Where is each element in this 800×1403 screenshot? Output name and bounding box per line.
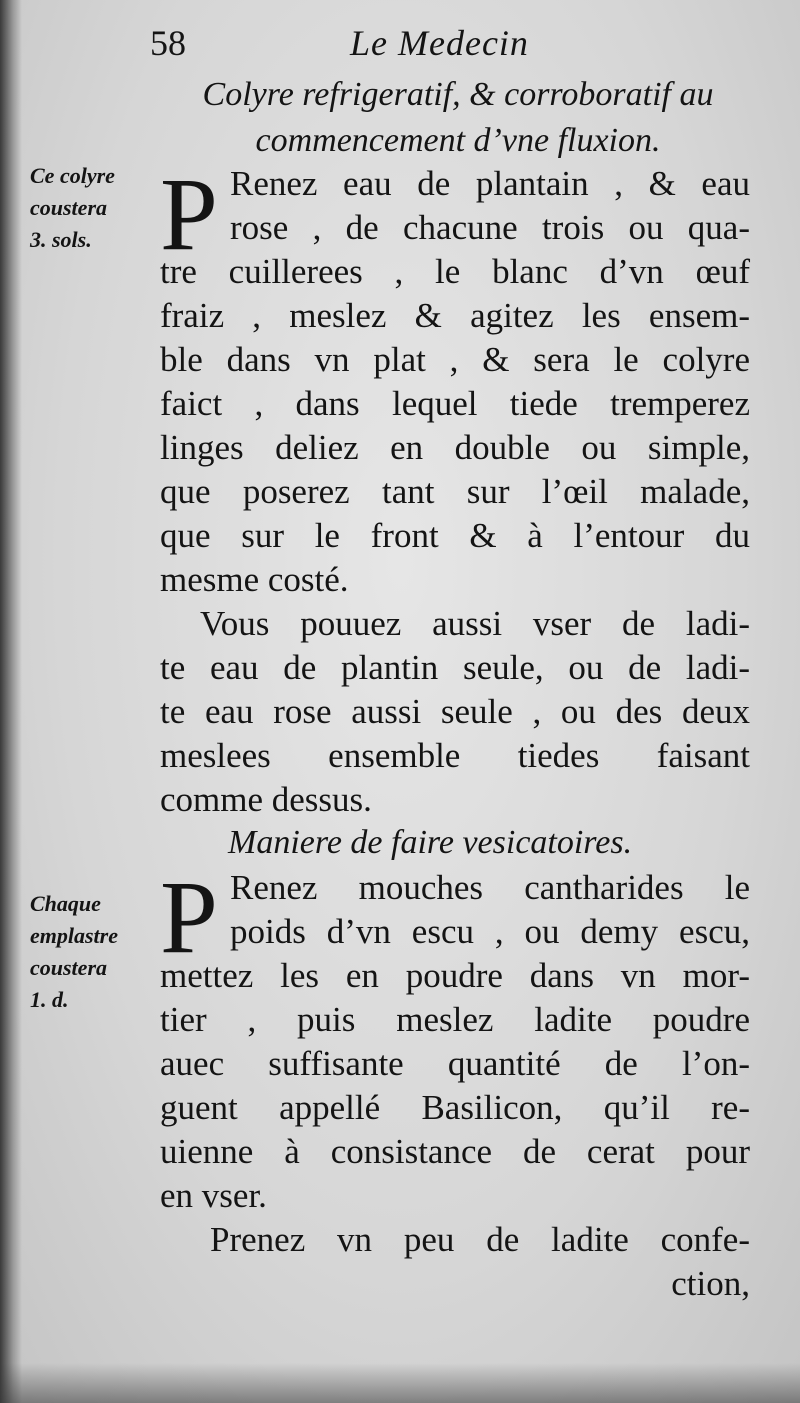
- paragraph: [160, 602, 750, 822]
- drop-cap: P: [160, 860, 218, 975]
- text-line: fraiz , meslez & agitez les ensem-: [160, 296, 750, 335]
- text-line: tier , puis meslez ladite poudre: [160, 1000, 750, 1039]
- text-line: linges deliez en double ou simple,: [160, 428, 750, 467]
- section-title: Colyre refrigeratif, & corroboratif au: [202, 76, 714, 113]
- text-line: en vser.: [160, 1176, 267, 1215]
- running-head: Le Medecin: [350, 23, 529, 63]
- page-header: [150, 22, 770, 70]
- text-line: que poserez tant sur l’œil malade,: [160, 472, 750, 511]
- page-edge-shadow: [0, 0, 22, 1403]
- margin-note-line: coustera: [30, 195, 107, 220]
- paragraph: [160, 954, 750, 1218]
- text-line: uienne à consistance de cerat pour: [160, 1132, 750, 1171]
- text-line: poids d’vn escu , ou demy escu,: [230, 912, 750, 951]
- text-line: Renez eau de plantain , & eau: [230, 164, 750, 203]
- text-line: rose , de chacune trois ou qua-: [230, 208, 750, 247]
- text-line: Vous pouuez aussi vser de ladi-: [200, 604, 750, 643]
- text-line: Prenez vn peu de ladite confe-: [210, 1220, 750, 1259]
- catchword: ction,: [671, 1264, 750, 1303]
- margin-note-line: emplastre: [30, 923, 118, 948]
- text-line: meslees ensemble tiedes faisant: [160, 736, 750, 775]
- text-line: Renez mouches cantharides le: [230, 868, 750, 907]
- margin-note-line: 1. d.: [30, 987, 69, 1012]
- section-title: Maniere de faire vesicatoires.: [228, 824, 633, 861]
- text-line: que sur le front & à l’entour du: [160, 516, 750, 555]
- text-line: ble dans vn plat , & sera le colyre: [160, 340, 750, 379]
- paragraph-opening: [230, 866, 750, 954]
- text-line: faict , dans lequel tiede tremperez: [160, 384, 750, 423]
- section-title: commencement d’vne fluxion.: [255, 122, 661, 159]
- drop-cap: P: [160, 157, 218, 272]
- page-number: 58: [150, 23, 186, 63]
- paragraph-opening: [230, 162, 750, 250]
- margin-note: [30, 888, 118, 1016]
- text-line: mettez les en poudre dans vn mor-: [160, 956, 750, 995]
- text-line: mesme costé.: [160, 560, 349, 599]
- margin-note-line: Ce colyre: [30, 163, 115, 188]
- text-line: te eau rose aussi seule , ou des deux: [160, 692, 750, 731]
- margin-note: [30, 160, 115, 256]
- page-bottom-shadow: [0, 1363, 800, 1403]
- text-line: auec suffisante quantité de l’on-: [160, 1044, 750, 1083]
- text-line: guent appellé Basilicon, qu’il re-: [160, 1088, 750, 1127]
- text-line: te eau de plantin seule, ou de ladi-: [160, 648, 750, 687]
- margin-note-line: Chaque: [30, 891, 101, 916]
- paragraph: [160, 250, 750, 602]
- text-line: comme dessus.: [160, 780, 372, 819]
- paragraph: [160, 1218, 750, 1306]
- text-line: tre cuillerees , le blanc d’vn œuf: [160, 252, 750, 291]
- margin-note-line: coustera: [30, 955, 107, 980]
- margin-note-line: 3. sols.: [30, 227, 92, 252]
